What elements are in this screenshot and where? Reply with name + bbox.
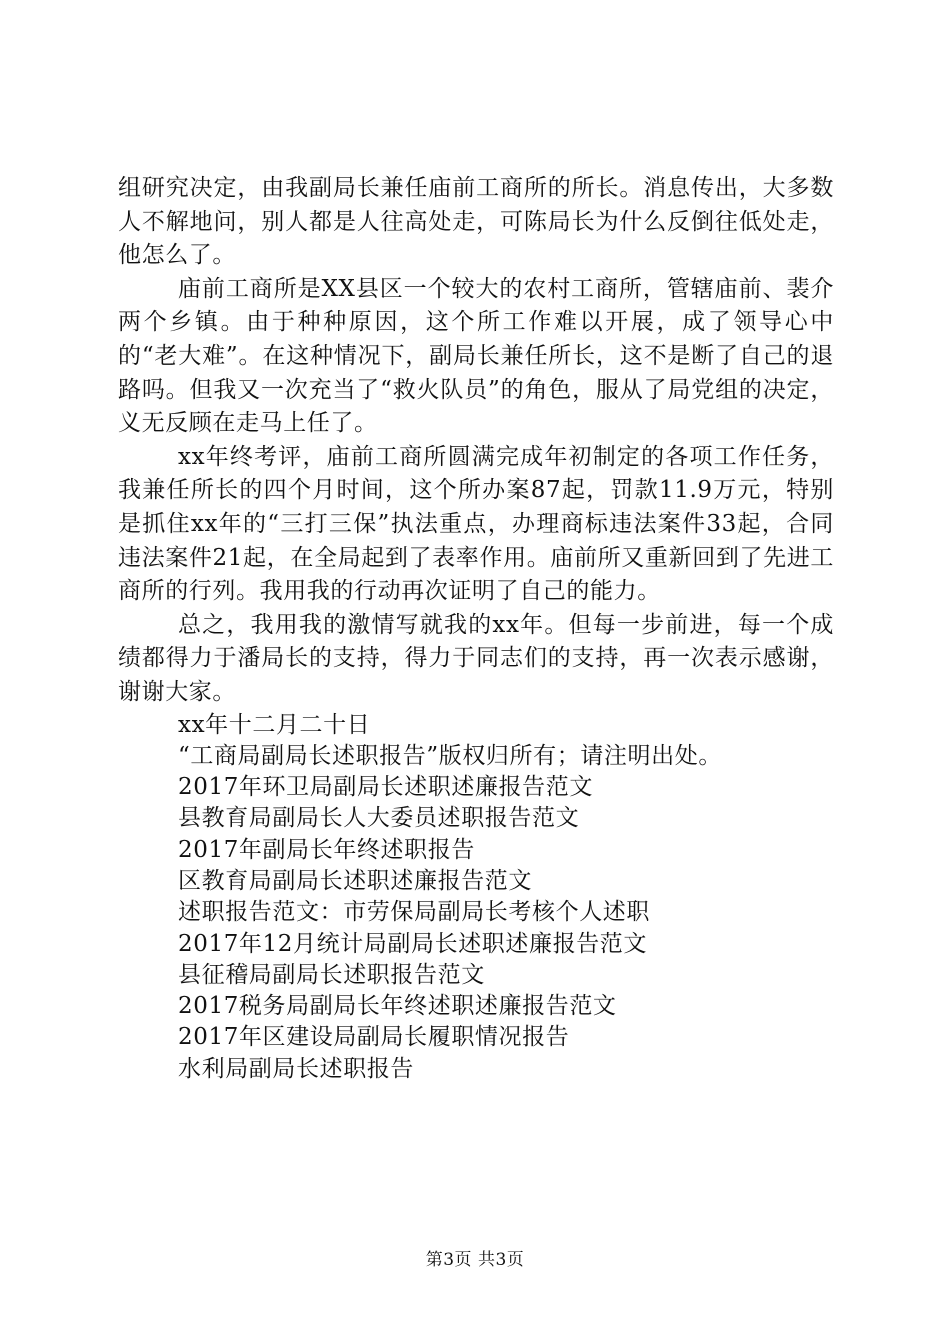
related-article-link[interactable]: 述职报告范文：市劳保局副局长考核个人述职 xyxy=(178,899,650,926)
report-date: xx年十二月二十日 xyxy=(178,711,371,738)
related-article-link[interactable]: 区教育局副局长述职述廉报告范文 xyxy=(178,867,532,894)
paragraph-conclusion: 总之，我用我的激情写就我的xx年。但每一步前进，每一个成绩都得力于潘局长的支持，得力于同志们的支持，再一次表示感谢，谢谢大家。 xyxy=(118,611,834,705)
paragraph-continuation: 组研究决定，由我副局长兼任庙前工商所的所长。消息传出，大多数人不解地问，别人都是人往高处走，可陈局长为什么反倒往低处走，他怎么了。 xyxy=(118,175,834,269)
document-body xyxy=(118,172,834,1085)
related-article-link[interactable]: 水利局副局长述职报告 xyxy=(178,1055,414,1082)
related-article-link[interactable]: 2017年12月统计局副局长述职述廉报告范文 xyxy=(178,930,647,957)
paragraph-miaoqian-office: 庙前工商所是XX县区一个较大的农村工商所，管辖庙前、裴介两个乡镇。由于种种原因，这个所工作难以开展，成了领导心中的“老大难”。在这种情况下，副局长兼任所长，这不是断了自己的退路吗。但我又一次充当了“救火队员”的角色，服从了局党组的决定，义无反顾在走马上任了。 xyxy=(118,275,834,437)
related-article-link[interactable]: 县征稽局副局长述职报告范文 xyxy=(178,961,485,988)
related-articles-list xyxy=(118,772,834,1085)
page-number-footer: 第3页 共3页 xyxy=(425,1250,525,1270)
related-article-link[interactable]: 县教育局副局长人大委员述职报告范文 xyxy=(178,805,580,832)
related-article-link[interactable]: 2017年副局长年终述职报告 xyxy=(178,836,475,863)
related-article-link[interactable]: 2017税务局副局长年终述职述廉报告范文 xyxy=(178,993,617,1020)
paragraph-year-end-review: xx年终考评，庙前工商所圆满完成年初制定的各项工作任务，我兼任所长的四个月时间，这个所办案87起，罚款11.9万元，特别是抓住xx年的“三打三保”执法重点，办理商标违法案件33起，合同违法案件21起，在全局起到了表率作用。庙前所又重新回到了先进工商所的行列。我用我的行动再次证明了自己的能力。 xyxy=(118,443,834,605)
related-article-link[interactable]: 2017年区建设局副局长履职情况报告 xyxy=(178,1024,570,1051)
copyright-notice: “工商局副局长述职报告”版权归所有；请注明出处。 xyxy=(178,742,722,769)
related-article-link[interactable]: 2017年环卫局副局长述职述廉报告范文 xyxy=(178,774,593,801)
